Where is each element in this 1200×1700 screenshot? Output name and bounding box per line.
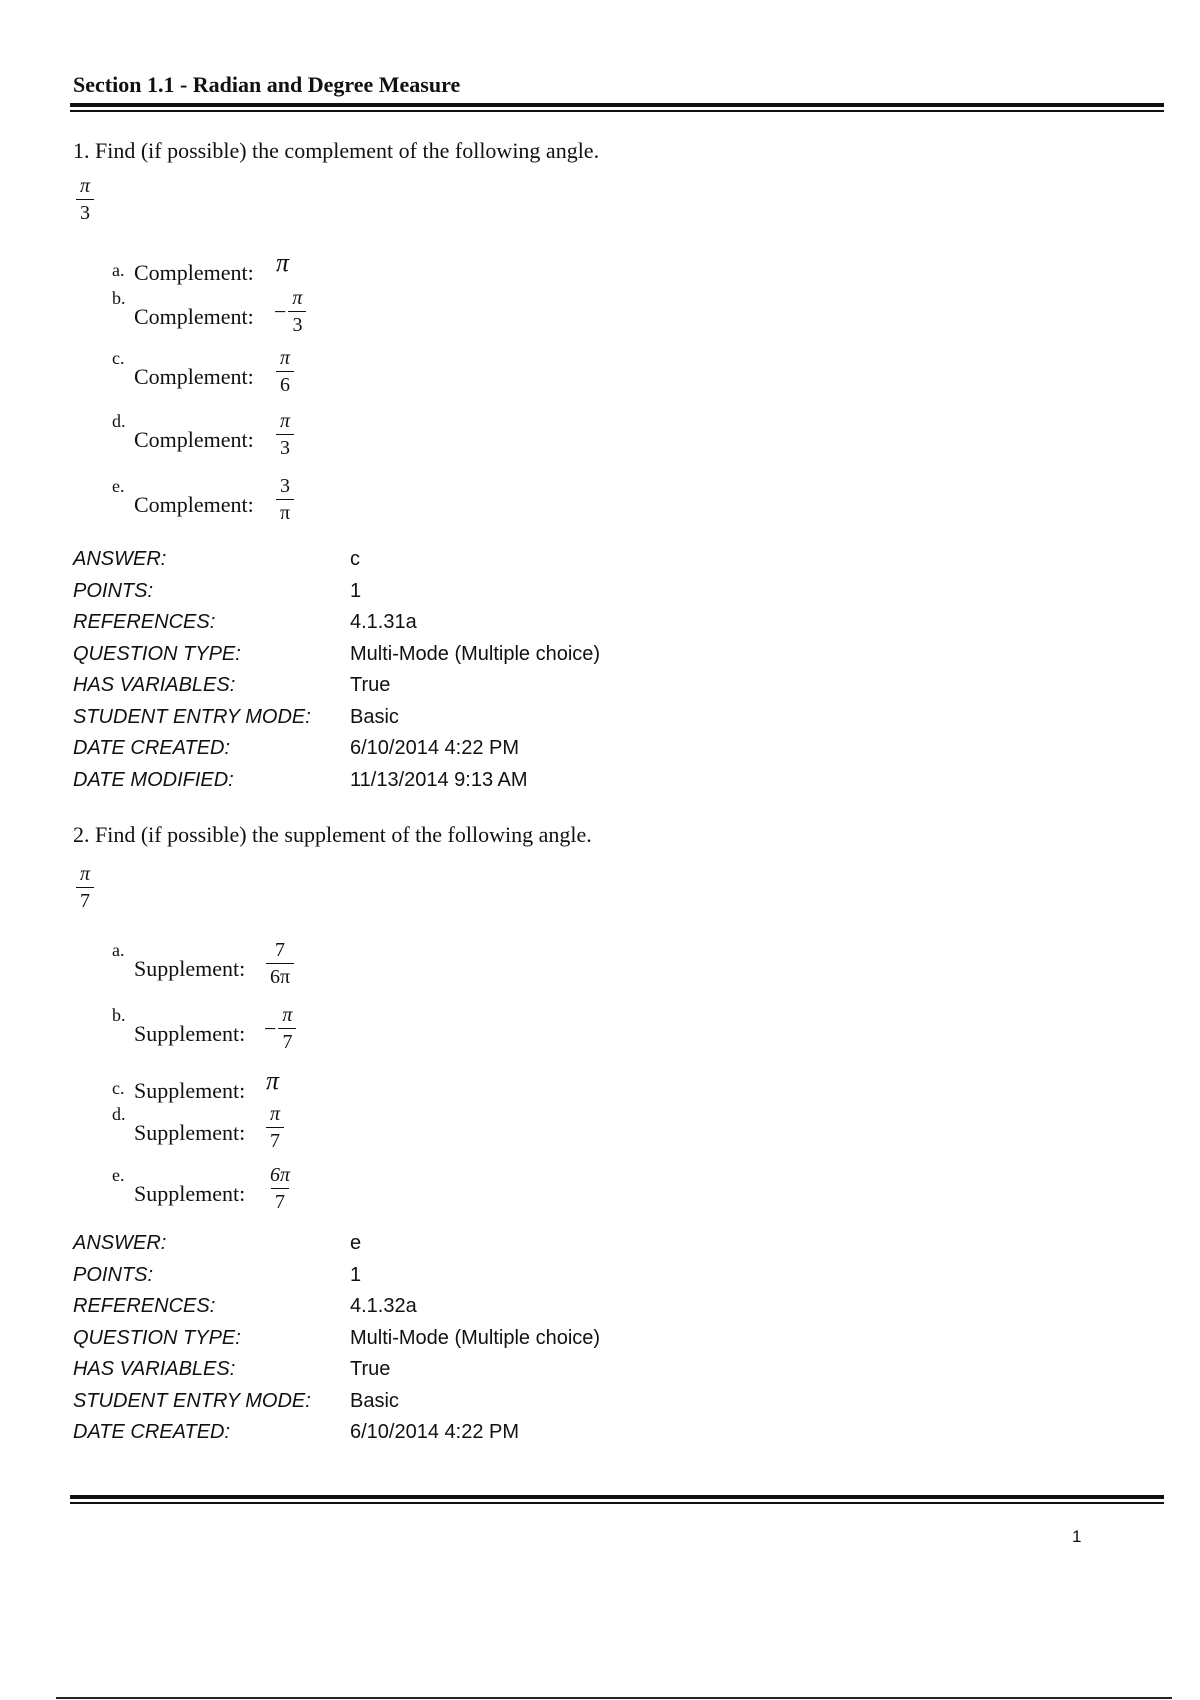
- fraction-denominator: 7: [271, 1188, 289, 1212]
- fraction: [288, 288, 306, 335]
- fraction-denominator: 6π: [266, 963, 294, 987]
- question-2-choice-b[interactable]: [112, 1004, 612, 1053]
- minus-sign: −: [264, 1015, 277, 1041]
- question-2-choice-c[interactable]: [112, 1064, 612, 1108]
- choice-letter: e.: [112, 476, 125, 496]
- choice-label: Complement:: [134, 364, 254, 389]
- fraction: [276, 411, 294, 458]
- meta-key: STUDENT ENTRY MODE:: [73, 1389, 311, 1412]
- fraction-numerator: π: [292, 287, 303, 309]
- meta-key: POINTS:: [73, 579, 154, 602]
- meta-key: POINTS:: [73, 1263, 154, 1286]
- fraction-numerator: π: [282, 1004, 293, 1026]
- meta-row: [73, 674, 773, 706]
- meta-row: [73, 1421, 773, 1453]
- choice-label: Supplement:: [134, 956, 246, 981]
- fraction-denominator: 7: [266, 1127, 284, 1151]
- fraction-numerator: 3: [280, 475, 291, 497]
- meta-value: Basic: [350, 1389, 399, 1412]
- meta-value: Multi-Mode (Multiple choice): [350, 642, 601, 665]
- question-1-choice-a[interactable]: [112, 246, 612, 290]
- fraction-numerator: π: [80, 863, 91, 885]
- page-bottom-edge: [56, 1697, 1172, 1699]
- choice-value: [264, 1005, 296, 1052]
- fraction: [278, 1005, 296, 1052]
- meta-value: e: [350, 1232, 362, 1254]
- fraction-denominator: 6: [276, 371, 294, 395]
- choice-value: [276, 411, 294, 458]
- choice-label: Supplement:: [134, 1078, 246, 1103]
- fraction: [266, 1165, 294, 1212]
- meta-key: ANSWER:: [73, 548, 167, 570]
- choice-label: Supplement:: [134, 1181, 246, 1206]
- choice-value: [276, 476, 294, 523]
- meta-key: DATE CREATED:: [73, 737, 231, 759]
- choice-value: [266, 940, 294, 987]
- header-rule: [70, 103, 1164, 112]
- meta-value: 6/10/2014 4:22 PM: [350, 1421, 520, 1443]
- choice-letter: c.: [112, 1078, 125, 1098]
- fraction-numerator: π: [80, 175, 91, 197]
- choice-value: [266, 1165, 294, 1212]
- fraction: [266, 1104, 284, 1151]
- question-1-choice-e[interactable]: [112, 475, 612, 524]
- choice-letter: b.: [112, 1005, 126, 1025]
- meta-row: [73, 1264, 773, 1296]
- meta-row: [73, 643, 773, 675]
- question-2-metadata: [73, 1232, 773, 1453]
- fraction-numerator: π: [280, 347, 291, 369]
- meta-value: 6/10/2014 4:22 PM: [350, 737, 520, 759]
- fraction: [76, 176, 94, 223]
- question-2-choice-a[interactable]: [112, 939, 612, 988]
- section-title: Section 1.1 - Radian and Degree Measure: [73, 72, 461, 97]
- choice-label: Supplement:: [134, 1021, 246, 1046]
- meta-value: Basic: [350, 705, 399, 728]
- fraction-numerator: 7: [275, 939, 286, 961]
- choice-value: π: [266, 1066, 280, 1095]
- meta-key: REFERENCES:: [73, 1295, 216, 1317]
- meta-row: [73, 737, 773, 769]
- meta-value: 4.1.31a: [350, 611, 417, 633]
- fraction-numerator: π: [270, 1103, 281, 1125]
- fraction-denominator: 3: [276, 434, 294, 458]
- question-1-choice-c[interactable]: [112, 347, 612, 396]
- question-2-choice-d[interactable]: [112, 1103, 612, 1152]
- meta-key: STUDENT ENTRY MODE:: [73, 705, 311, 728]
- fraction: [276, 476, 294, 523]
- question-2-prompt: 2. Find (if possible) the supplement of the following angle.: [73, 822, 592, 847]
- fraction-numerator: π: [280, 410, 291, 432]
- choice-value: [274, 288, 306, 335]
- meta-value: 1: [350, 1263, 362, 1286]
- meta-row: [73, 706, 773, 738]
- meta-key: HAS VARIABLES:: [73, 1358, 236, 1380]
- meta-value: True: [350, 1358, 391, 1380]
- meta-key: DATE CREATED:: [73, 1421, 231, 1443]
- meta-row: [73, 1295, 773, 1327]
- meta-value: c: [350, 548, 360, 570]
- meta-value: 1: [350, 579, 362, 602]
- meta-value: Multi-Mode (Multiple choice): [350, 1326, 601, 1349]
- footer-rule: [70, 1495, 1164, 1504]
- choice-label: Supplement:: [134, 1120, 246, 1145]
- fraction-denominator: π: [276, 499, 294, 523]
- meta-row: [73, 1327, 773, 1359]
- fraction: [276, 348, 294, 395]
- page-number: 1: [1072, 1527, 1082, 1546]
- meta-key: DATE MODIFIED:: [73, 768, 234, 791]
- question-1-choice-d[interactable]: [112, 410, 612, 459]
- choice-label: Complement:: [134, 427, 254, 452]
- meta-row: [73, 1232, 773, 1264]
- fraction-denominator: 3: [76, 199, 94, 223]
- meta-key: QUESTION TYPE:: [73, 1326, 241, 1349]
- choice-letter: e.: [112, 1165, 125, 1185]
- fraction-numerator: 6π: [270, 1164, 291, 1186]
- question-1-prompt: 1. Find (if possible) the complement of the following angle.: [73, 138, 600, 163]
- meta-key: REFERENCES:: [73, 611, 216, 633]
- choice-label: Complement:: [134, 492, 254, 517]
- choice-letter: c.: [112, 348, 125, 368]
- meta-value: True: [350, 674, 391, 696]
- meta-row: [73, 1390, 773, 1422]
- choice-letter: d.: [112, 411, 126, 431]
- question-2-choice-e[interactable]: [112, 1164, 612, 1213]
- meta-row: [73, 769, 773, 801]
- choice-letter: d.: [112, 1104, 126, 1124]
- meta-key: HAS VARIABLES:: [73, 674, 236, 696]
- choice-value: [276, 348, 294, 395]
- choice-value: [266, 1104, 284, 1151]
- fraction-denominator: 7: [278, 1028, 296, 1052]
- meta-row: [73, 548, 773, 580]
- meta-key: ANSWER:: [73, 1232, 167, 1254]
- meta-row: [73, 1358, 773, 1390]
- fraction: [76, 864, 94, 911]
- fraction-denominator: 3: [288, 311, 306, 335]
- fraction-denominator: 7: [76, 887, 94, 911]
- meta-value: 11/13/2014 9:13 AM: [350, 768, 528, 791]
- choice-letter: a.: [112, 940, 125, 960]
- fraction: [266, 940, 294, 987]
- choice-label: Complement:: [134, 304, 254, 329]
- meta-key: QUESTION TYPE:: [73, 642, 241, 665]
- choice-letter: b.: [112, 288, 126, 308]
- question-2-given-angle: [76, 864, 94, 911]
- choice-value: π: [276, 248, 290, 277]
- question-1-given-angle: [76, 176, 94, 223]
- question-1-choice-b[interactable]: [112, 287, 612, 336]
- question-1-metadata: [73, 548, 773, 800]
- choice-letter: a.: [112, 260, 125, 280]
- meta-value: 4.1.32a: [350, 1295, 417, 1317]
- choice-label: Complement:: [134, 260, 254, 285]
- minus-sign: −: [274, 298, 287, 324]
- meta-row: [73, 611, 773, 643]
- meta-row: [73, 580, 773, 612]
